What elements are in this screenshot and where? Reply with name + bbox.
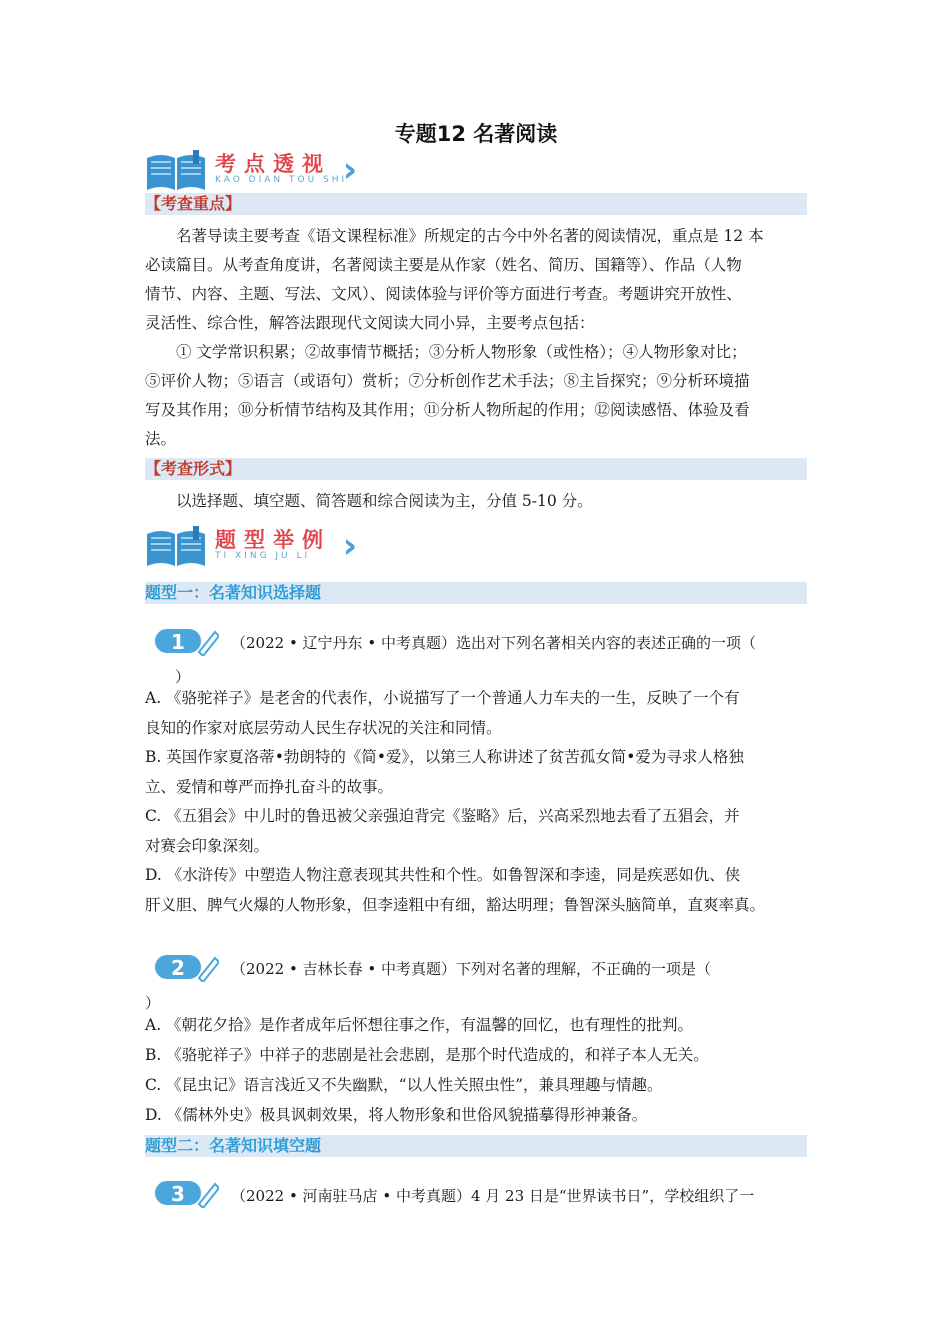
- svg-text:1: 1: [171, 630, 185, 654]
- text-line: 名著导读主要考查《语文课程标准》所规定的古今中外名著的阅读情况，重点是 12 本: [176, 227, 764, 245]
- text-line: 法。: [145, 430, 177, 448]
- q3-stem: （2022 • 河南驻马店 • 中考真题）4 月 23 日是“世界读书日”，学校组织了一: [231, 1187, 755, 1205]
- q1-option-c: C. 《五猖会》中儿时的鲁迅被父亲强迫背完《鉴略》后，兴高采烈地去看了五猖会，并: [145, 807, 740, 825]
- banner-subtitle: KAO DIAN TOU SHI: [215, 175, 348, 185]
- open-book-icon: [145, 150, 207, 192]
- q1-option-d-cont: 肝义胆、脾气火爆的人物形象，但李逵粗中有细，豁达明理；鲁智深头脑简单，直爽率真。: [145, 896, 766, 914]
- banner-ti-xing-ju-li: [145, 524, 445, 570]
- q1-option-d: D. 《水浒传》中塑造人物注意表现其共性和个性。如鲁智深和李逵，同是疾恶如仇、侠: [145, 866, 741, 884]
- svg-text:3: 3: [171, 1182, 185, 1206]
- text-line: 必读篇目。从考查角度讲，名著阅读主要是从作家（姓名、简历、国籍等）、作品（人物: [145, 256, 742, 274]
- text-line: 灵活性、综合性，解答法跟现代文阅读大同小异，主要考点包括：: [145, 314, 595, 332]
- focus-paragraph: [145, 222, 807, 454]
- q1-option-a: A. 《骆驼祥子》是老舍的代表作，小说描写了一个普通人力车夫的一生，反映了一个有: [145, 689, 740, 707]
- banner-title: 题型举例: [215, 528, 331, 552]
- format-line: 以选择题、填空题、简答题和综合阅读为主，分值 5-10 分。: [176, 492, 593, 510]
- text-line: ① 文学常识积累；②故事情节概括；③分析人物形象（或性格）；④人物形象对比；: [176, 343, 747, 361]
- q1-stem: （2022 • 辽宁丹东 • 中考真题）选出对下列名著相关内容的表述正确的一项（: [231, 634, 756, 652]
- section-header-format: 【考查形式】: [145, 458, 807, 480]
- q2-stem-end: ）: [145, 994, 161, 1012]
- q1-option-b: B. 英国作家夏洛蒂•勃朗特的《简•爱》，以第三人称讲述了贫苦孤女简•爱为寻求人格独: [145, 748, 744, 766]
- question-number-badge-icon: [155, 952, 219, 982]
- type2-header: 题型二：名著知识填空题: [145, 1135, 807, 1157]
- q1-option-b-cont: 立、爱情和尊严而挣扎奋斗的故事。: [145, 778, 394, 796]
- page-title: 专题12 名著阅读: [394, 122, 558, 146]
- q2-option-d: D. 《儒林外史》极具讽刺效果，将人物形象和世俗风貌描摹得形神兼备。: [145, 1106, 648, 1124]
- svg-text:2: 2: [171, 956, 185, 980]
- open-book-icon: [145, 526, 207, 568]
- q2-stem: （2022 • 吉林长春 • 中考真题）下列对名著的理解，不正确的一项是（: [231, 960, 711, 978]
- q1-stem-end: ）: [175, 668, 191, 686]
- q1-option-a-cont: 良知的作家对底层劳动人民生存状况的关注和同情。: [145, 719, 502, 737]
- question-number-badge-icon: [155, 626, 219, 656]
- banner-title: 考点透视: [215, 152, 331, 176]
- banner-subtitle: TI XING JU LI: [215, 551, 311, 561]
- q2-option-b: B. 《骆驼祥子》中祥子的悲剧是社会悲剧，是那个时代造成的，和祥子本人无关。: [145, 1046, 709, 1064]
- text-line: 情节、内容、主题、写法、文风）、阅读体验与评价等方面进行考查。考题讲究开放性、: [145, 285, 742, 303]
- q1-option-c-cont: 对赛会印象深刻。: [145, 837, 270, 855]
- question-number-badge-icon: [155, 1178, 219, 1208]
- q2-option-c: C. 《昆虫记》语言浅近又不失幽默，“以人性关照虫性”，兼具理趣与情趣。: [145, 1076, 663, 1094]
- type1-header: 题型一：名著知识选择题: [145, 582, 807, 604]
- section-header-focus: 【考查重点】: [145, 193, 807, 215]
- q2-option-a: A. 《朝花夕拾》是作者成年后怀想往事之作，有温馨的回忆，也有理性的批判。: [145, 1016, 694, 1034]
- banner-kao-dian-tou-shi: [145, 148, 445, 194]
- text-line: ⑤评价人物；⑤语言（或语句）赏析；⑦分析创作艺术手法；⑧主旨探究；⑨分析环境描: [145, 372, 750, 390]
- text-line: 写及其作用；⑩分析情节结构及其作用；⑪分析人物所起的作用；⑫阅读感悟、体验及看: [145, 401, 750, 419]
